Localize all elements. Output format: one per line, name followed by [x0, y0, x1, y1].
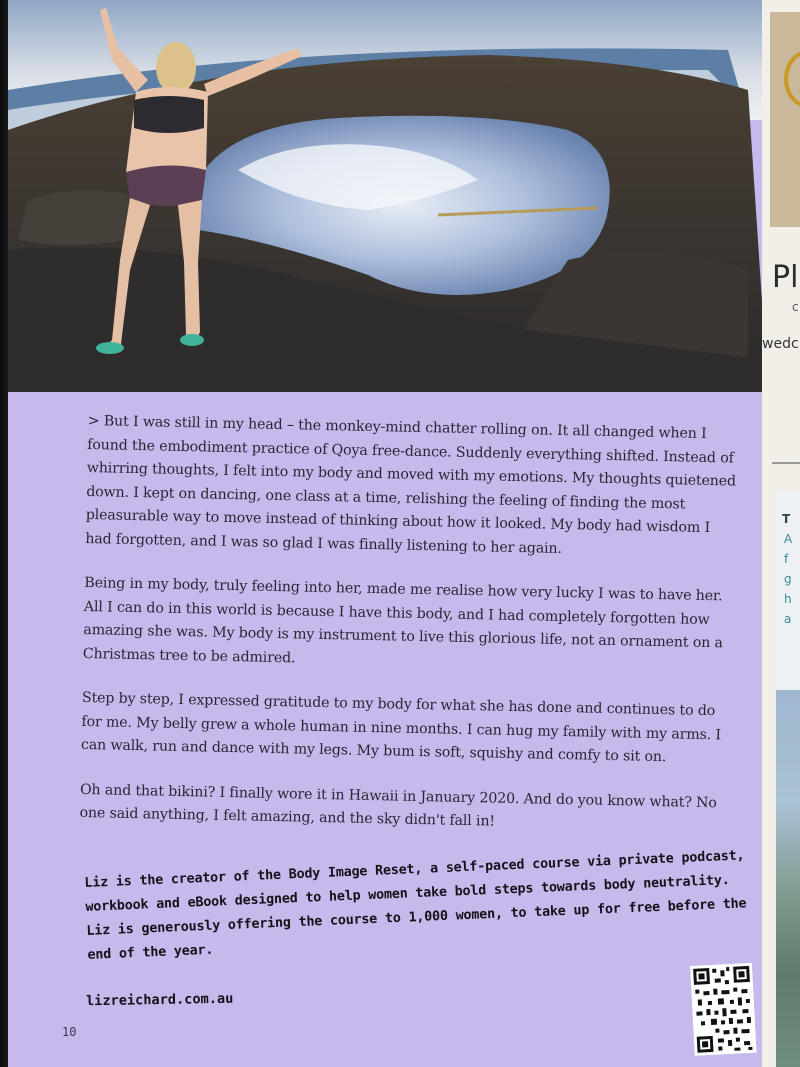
adjacent-box-letter: g — [784, 572, 792, 586]
adjacent-page-heading: Pl — [772, 260, 799, 295]
adjacent-box-letter: A — [784, 532, 793, 546]
adjacent-page-subtext: c — [792, 300, 799, 314]
article-paragraph: Step by step, I expressed gratitude to my body for what she has done and continues to do for me. My belly grew a whole human in nine months. I can hug my family with my arms. I can walk, run and dance with my legs. My bum is soft, squishy and comfy to sit on. — [80, 689, 722, 766]
article-body — [79, 410, 738, 860]
adjacent-box-letter: a — [784, 612, 792, 626]
page-number: 10 — [62, 1025, 77, 1039]
adjacent-page-photo — [776, 690, 800, 1067]
beach-photo — [8, 0, 768, 392]
author-bio: Liz is the creator of the Body Image Reset, a self-paced course via private podcast, workbook and eBook designed to help women take bold steps towards body neutrality. Liz is generously offering the course to 1,000 women, to take up for free before the end of the year. — [84, 848, 747, 963]
article-paragraph: Being in my body, truly feeling into her, made me realise how very lucky I was to have her. All I can do in this world is because I have this body, and I had completely forgotten how amazing she was. My body is my instrument to live this glorious life, not an ornament on a Christmas tree to be admired. — [82, 574, 723, 666]
adjacent-box-letter: f — [784, 552, 789, 566]
author-website: lizreichard.com.au — [85, 990, 234, 1010]
adjacent-page — [762, 0, 800, 1067]
adjacent-box-letter: h — [784, 592, 792, 606]
article-paragraph: Oh and that bikini? I finally wore it in Hawaii in January 2020. And do you know what? No one said anything, I felt amazing, and the sky didn't fall in! — [79, 781, 717, 830]
adjacent-box-title: T — [782, 512, 791, 526]
article-paragraph: > But I was still in my head – the monkey-mind chatter rolling on. It all changed when I found the embodiment practice of Qoya free-dance. Suddenly everything shifted. Instead of whirring thoughts, I felt into my body and moved with my emotions. My thoughts quietened down. I kept on dancing, one class at a time, relishing the feeling of finding the most pleasurable way to move instead of thinking about how it looked. My body had wisdom I had forgotten, and I was so glad I was finally listening to her again. — [85, 412, 737, 557]
qr-code-icon — [690, 963, 757, 1056]
adjacent-page-text: wedc — [762, 336, 799, 352]
magazine-page — [8, 0, 768, 1067]
adjacent-page-image — [770, 12, 800, 227]
adjacent-page-divider — [772, 462, 800, 464]
